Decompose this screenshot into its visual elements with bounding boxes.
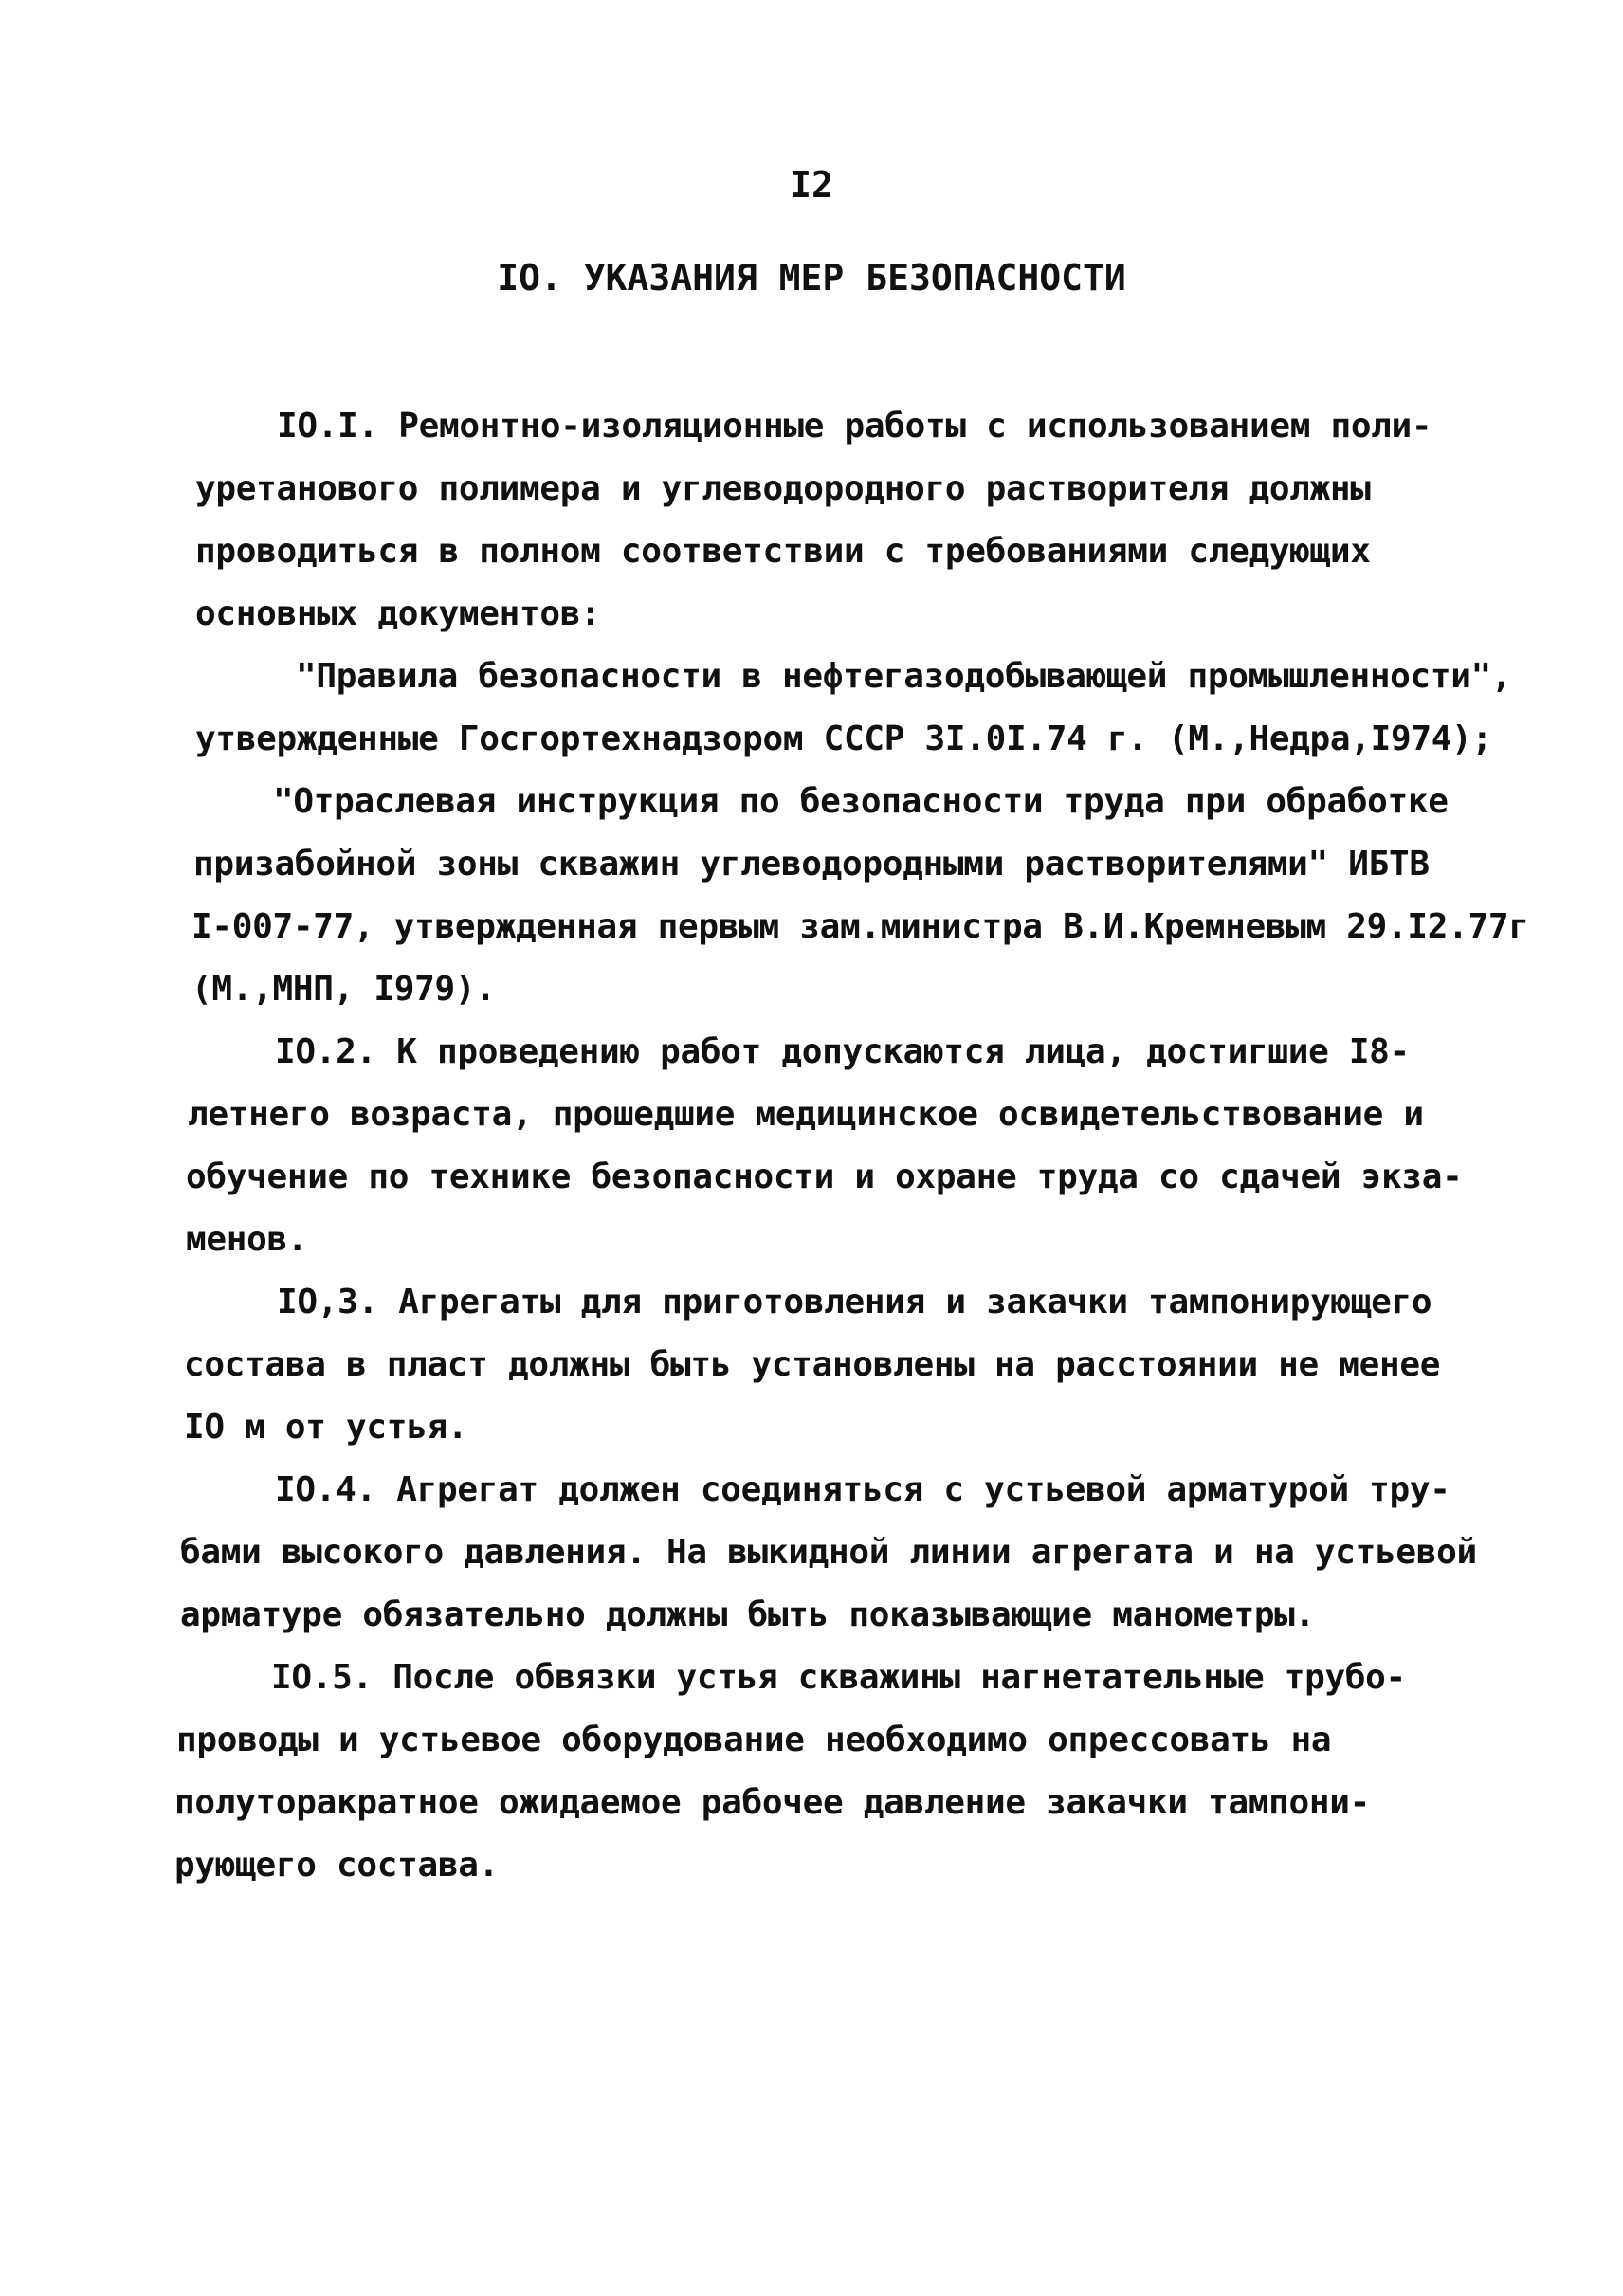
text-line: основных документов:	[195, 594, 601, 633]
section-title: IO. УКАЗАНИЯ МЕР БЕЗОПАСНОСТИ	[497, 257, 1126, 299]
text-line: IO м от устья.	[184, 1408, 468, 1447]
text-line: рующего состава.	[174, 1846, 499, 1885]
text-line: уретанового полимера и углеводородного растворителя должны	[195, 469, 1371, 508]
text-line: IO.5. После обвязки устья скважины нагнетательные трубо-	[271, 1658, 1406, 1697]
text-line: "Правила безопасности в нефтегазодобывающей промышленности",	[296, 657, 1512, 696]
text-line: состава в пласт должны быть установлены на расстоянии не менее	[184, 1345, 1441, 1384]
text-line: IO.4. Агрегат должен соединяться с устьевой арматурой тру-	[275, 1470, 1450, 1509]
text-line: проводы и устьевое оборудование необходимо опрессовать на	[176, 1721, 1332, 1759]
text-line: IO,3. Агрегаты для приготовления и закачки тампонирующего	[277, 1283, 1432, 1321]
text-line: летнего возраста, прошедшие медицинское освидетельствование и	[188, 1095, 1424, 1134]
text-line: менов.	[186, 1220, 308, 1259]
text-line: I-007-77, утвержденная первым зам.министра В.И.Кремневым 29.I2.77г	[191, 907, 1529, 946]
text-line: призабойной зоны скважин углеводородными растворителями" ИБТВ	[193, 845, 1430, 884]
text-line: IO.I. Ремонтно-изоляционные работы с использованием поли-	[277, 407, 1432, 446]
text-line: арматуре обязательно должны быть показывающие манометры.	[180, 1595, 1315, 1634]
text-line: IO.2. К проведению работ допускаются лица, достигшие I8-	[275, 1032, 1410, 1071]
text-line: обучение по технике безопасности и охране труда со сдачей экза-	[186, 1157, 1463, 1196]
page-number: I2	[790, 164, 833, 206]
text-line: (М.,МНП, I979).	[191, 970, 496, 1009]
text-line: "Отраслевая инструкция по безопасности труда при обработке	[273, 782, 1449, 821]
text-line: полуторакратное ожидаемое рабочее давление закачки тампони-	[174, 1783, 1371, 1822]
text-line: проводиться в полном соответствии с требованиями следующих	[195, 532, 1371, 571]
text-line: утвержденные Госгортехнадзором СССР 3I.0I.74 г. (М.,Недра,I974);	[195, 720, 1492, 758]
text-line: бами высокого давления. На выкидной линии агрегата и на устьевой	[180, 1533, 1477, 1572]
